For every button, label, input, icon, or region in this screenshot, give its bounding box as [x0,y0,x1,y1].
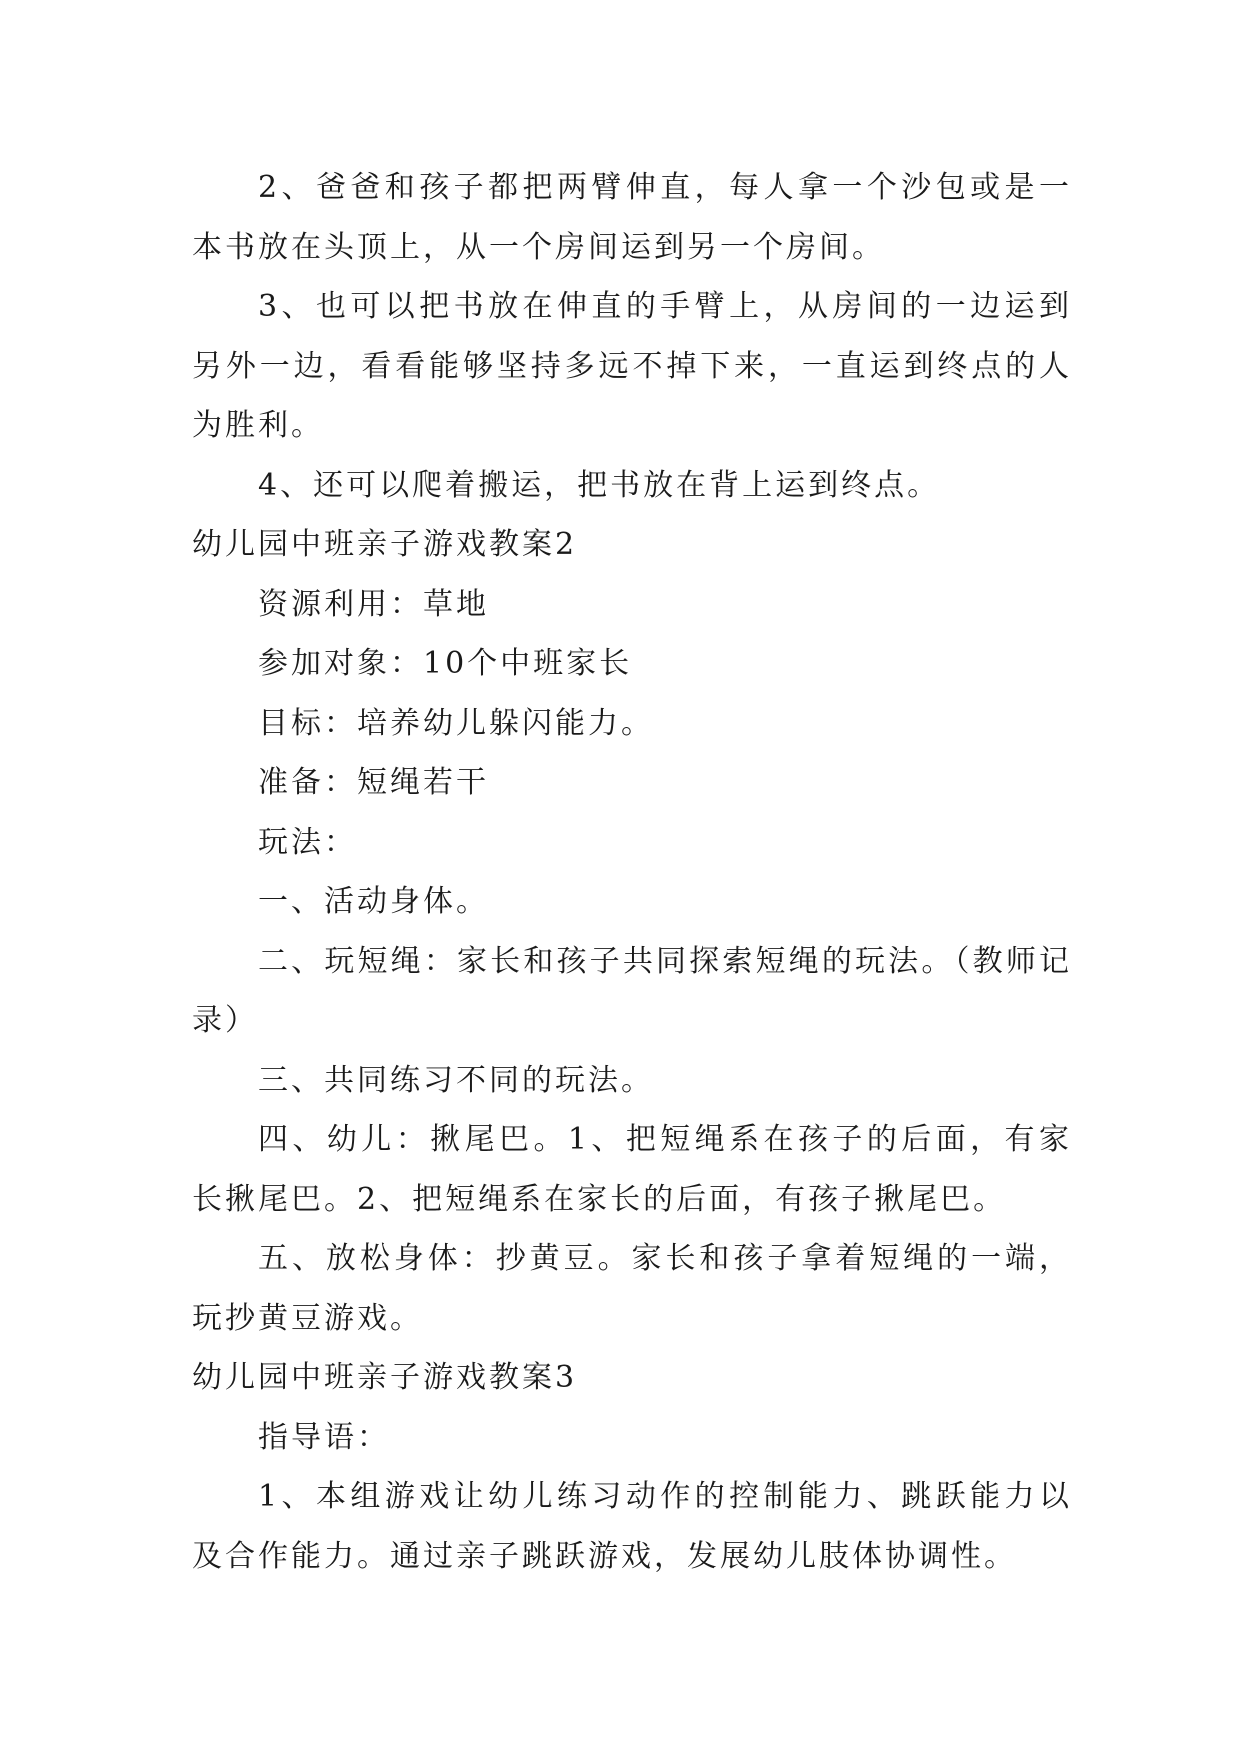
paragraph: 4、还可以爬着搬运，把书放在背上运到终点。 [258,467,941,503]
paragraph: 1、本组游戏让幼儿练习动作的控制能力、跳跃能力以及合作能力。通过亲子跳跃游戏，发展幼儿肢体协调性。 [192,1479,1072,1574]
paragraph: 资源利用：草地 [258,586,489,622]
paragraph: 目标：培养幼儿躲闪能力。 [258,705,654,741]
paragraph: 五、放松身体：抄黄豆。家长和孩子拿着短绳的一端，玩抄黄豆游戏。 [192,1241,1072,1336]
section-heading: 幼儿园中班亲子游戏教案2 [192,527,578,562]
paragraph: 准备：短绳若干 [258,765,489,800]
paragraph: 四、幼儿：揪尾巴。1、把短绳系在孩子的后面，有家长揪尾巴。2、把短绳系在家长的后面，有孩子揪尾巴。 [192,1122,1072,1217]
paragraph: 指导语： [258,1419,390,1455]
paragraph: 玩法： [258,824,357,860]
paragraph: 三、共同练习不同的玩法。 [258,1062,654,1098]
paragraph: 2、爸爸和孩子都把两臂伸直，每人拿一个沙包或是一本书放在头顶上，从一个房间运到另一个房间。 [192,170,1072,265]
document-body [192,158,1072,1586]
paragraph: 一、活动身体。 [258,884,489,919]
paragraph: 3、也可以把书放在伸直的手臂上，从房间的一边运到另外一边，看看能够坚持多远不掉下来，一直运到终点的人为胜利。 [192,289,1072,443]
paragraph: 二、玩短绳：家长和孩子共同探索短绳的玩法。（教师记录） [192,943,1072,1038]
paragraph: 参加对象：10个中班家长 [258,646,633,681]
section-heading: 幼儿园中班亲子游戏教案3 [192,1360,578,1395]
